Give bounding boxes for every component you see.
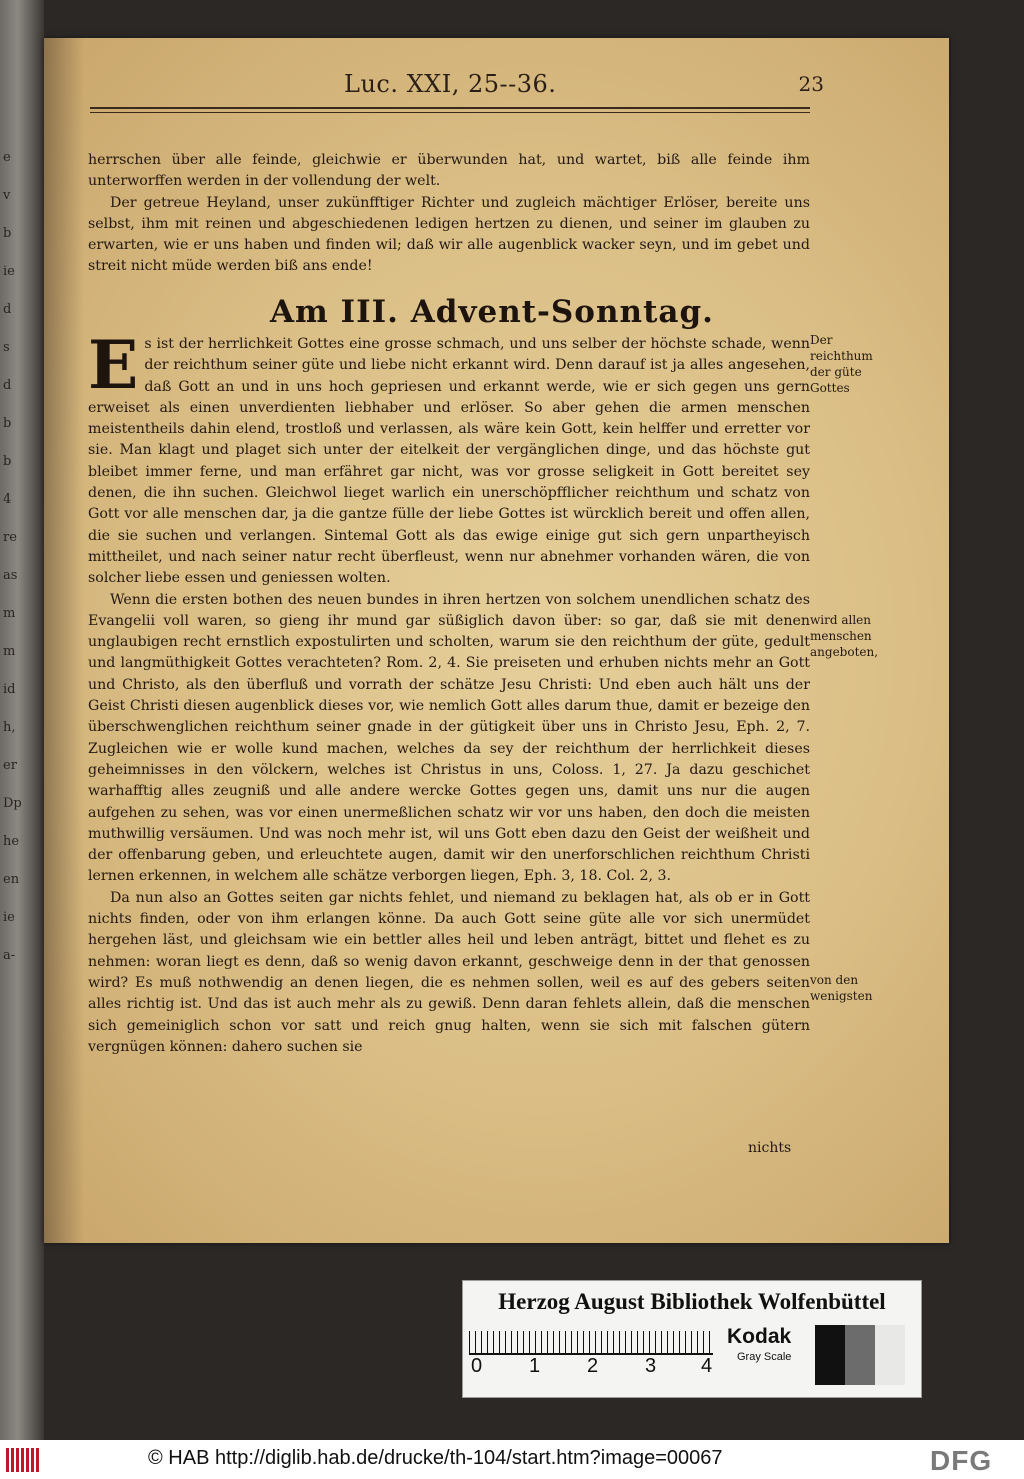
facing-page-fragment: id xyxy=(3,682,16,697)
gray-swatch-mid xyxy=(845,1325,875,1385)
paragraph: Da nun also an Gottes seiten gar nichts fehlet, und niemand zu beklagen hat, als ob er in Gott nichts finden, oder von ihm erlangen könne. Da auch Gott seine güte alle vor sich unermüdet hergehen läst, und gleichsam wie ein bettler alles heil und leben anträgt, bittet und flehet es zu nehmen: woran liegt es denn, daß so wenig davon erkannt, geschweige denn in der that genossen wird? Es muß nothwendig an denen liegen, die es nehmen sollen, weil es auf des gebers seiten alles richtig ist. Und das ist auch mehr als zu gewiß. Denn daran fehlets allein, daß die menschen sich gemeiniglich schon vor satt und reich gnug halten, wenn sie sich mit falschen gütern vergnügen können: dahero suchen sie xyxy=(88,889,810,1055)
ruler-number: 0 xyxy=(471,1355,483,1377)
running-head: Luc. XXI, 25--36. xyxy=(344,70,557,98)
facing-page-fragment: b xyxy=(3,226,12,241)
facing-page-fragment: ie xyxy=(3,910,15,925)
facing-page-fragment: b xyxy=(3,454,12,469)
copyright-url[interactable]: © HAB http://diglib.hab.de/drucke/th-104/start.htm?image=00067 xyxy=(148,1447,723,1469)
section-heading: Am III. Advent-Sonntag. xyxy=(270,294,714,330)
facing-page-fragment: a- xyxy=(3,948,16,963)
gray-swatch-white xyxy=(875,1325,905,1385)
facing-page-fragment: b xyxy=(3,416,12,431)
facing-page-fragment: as xyxy=(3,568,18,583)
ruler-number: 3 xyxy=(645,1355,657,1377)
library-color-card xyxy=(462,1280,922,1398)
gray-swatch-black xyxy=(815,1325,845,1385)
facing-page-fragment: ie xyxy=(3,264,15,279)
facing-page-fragment: Dp xyxy=(3,796,22,811)
dfg-logo: DFG xyxy=(930,1445,993,1476)
gray-scale-label: Gray Scale xyxy=(737,1351,792,1363)
measurement-ruler xyxy=(469,1331,713,1355)
ruler-number: 1 xyxy=(529,1355,541,1377)
facing-page-fragment: d xyxy=(3,378,12,393)
facing-page-fragment: d xyxy=(3,302,12,317)
facing-page-fragment: h, xyxy=(3,720,16,735)
page-header xyxy=(44,70,824,106)
text-block-top xyxy=(88,150,810,278)
page-number: 23 xyxy=(798,72,824,96)
facing-page-fragment: er xyxy=(3,758,17,773)
facing-page-fragment: m xyxy=(3,644,16,659)
paragraph: Der getreue Heyland, unser zukünfftiger Richter und zugleich mächtiger Erlöser, bereite uns selbst, ihm mit reinen und abgeschiedenen ledigen hertzen zu dienen, und seiner im glauben zu erwarten, wie er uns haben und finden wil; daß wir alle augenblick wacker seyn, und im gebet und streit nicht müde werden biß ans ende! xyxy=(88,194,810,275)
footer-bar xyxy=(0,1440,1024,1479)
catchword: nichts xyxy=(748,1140,792,1156)
kodak-logo: Kodak xyxy=(727,1325,792,1348)
paragraph: Wenn die ersten bothen des neuen bundes in ihren hertzen von solchem unendlichen schatz des Evangelii voll waren, so gieng ihr mund gar süßiglich davon über: so gar, daß sie mit denen unglaubigen recht ernstlich expostulirten und scholten, warum sie den reichthum der güte, gedult und langmüthigkeit Gottes verachteten? Rom. 2, 4. Sie preiseten und erhuben nichts mehr an Gott und Christo, als den überfluß und vorrath der schätze Jesu Christi: Und eben auch hält uns der Geist Christi diesen augenblick dieses vor, wie nemlich Gott alles darum thue, damit er bezeige den überschwenglichen reichthum seiner gnade in der gütigkeit über uns in Christo Jesu, Eph. 2, 7. Zugleichen wie er wolle kund machen, welches da sey der reichthum der herrlichkeit dieses geheimnisses in den völckern, welches ist Christus in uns, Coloss. 1, 27. Ja dazu geschichet warhafftig alles zeugniß und alle andere wercke Gottes gegen uns, damit uns nur die augen aufgehen zu sehen, was vor einen unermeßlichen schatz wir vor uns haben, den doch die meisten muthwillig versäumen. Und was noch mehr ist, wil uns Gott eben dazu den Geist der weißheit und der offenbarung geben, und erleuchtete augen, damit wir den unerforschlichen reichthum Christi lernen erkennen, in welchem alle schätze verborgen liegen, Eph. 3, 18. Col. 2, 3. xyxy=(88,591,810,885)
paragraph xyxy=(88,326,810,590)
ruler-number: 2 xyxy=(587,1355,599,1377)
library-name: Herzog August Bibliothek Wolfenbüttel xyxy=(498,1289,886,1314)
hab-logo-icon xyxy=(6,1448,40,1472)
marginal-note: wird allen menschen angeboten, xyxy=(810,613,879,659)
marginal-note: Der reichthum der güte Gottes xyxy=(810,333,873,395)
header-rule xyxy=(90,107,810,109)
marginal-note: von den wenigsten xyxy=(810,973,873,1003)
facing-page-fragment: v xyxy=(3,188,11,203)
drop-cap: E xyxy=(88,326,139,404)
facing-page-fragment: 4 xyxy=(3,492,12,507)
paragraph: herrschen über alle feinde, gleichwie er überwunden hat, und wartet, biß alle feinde ihm unterworffen werden in der vollendung der welt. xyxy=(88,152,810,190)
facing-page-fragment: s xyxy=(3,340,10,355)
text-block-main xyxy=(88,326,810,1058)
facing-page-fragment: re xyxy=(3,530,17,545)
facing-page-fragment: m xyxy=(3,606,16,621)
paragraph-text: s ist der herrlichkeit Gottes eine grosse schmach, und uns selber der höchste schade, wenn der reichthum seiner güte und liebe nicht erkannt wird. Denn darauf ist ja alles angesehen, daß Gott an und in uns hoch gepriesen und erkannt werde, wie er sich gegen uns gern erweiset als einen unverdienten liebhaber und erlöser. So aber gehen die armen menschen meistentheils dahin elend, trostloß und verlassen, als wäre kein Gott, kein helffer und erretter vor sie. Man klagt und plaget sich unter der eitelkeit der vergänglichen dinge, und das höchste gut bleibet immer ferne, und man erfähret gar nicht, was vor grosse seligkeit in Gott bereitet sey denen, die ihn suchen. Gleichwol lieget warlich ein unerschöpfflicher reichthum und schatz von Gott vor alle menschen dar, ja die gantze fülle der liebe Gottes ist würcklich bereit und offen allen, die sie suchen und verlangen. Sintemal Gott als das ewige einige gut sich gern unpartheyisch mittheilet, und nach seiner natur recht überfleust, wenn nur abnehmer vorhanden wären, die von solcher liebe essen und geniessen wolten. xyxy=(88,336,810,587)
facing-page-edge xyxy=(0,0,44,1440)
facing-page-fragment: he xyxy=(3,834,20,849)
facing-page-fragment: e xyxy=(3,150,11,165)
ruler-number: 4 xyxy=(701,1355,713,1377)
facing-page-fragment: en xyxy=(3,872,20,887)
